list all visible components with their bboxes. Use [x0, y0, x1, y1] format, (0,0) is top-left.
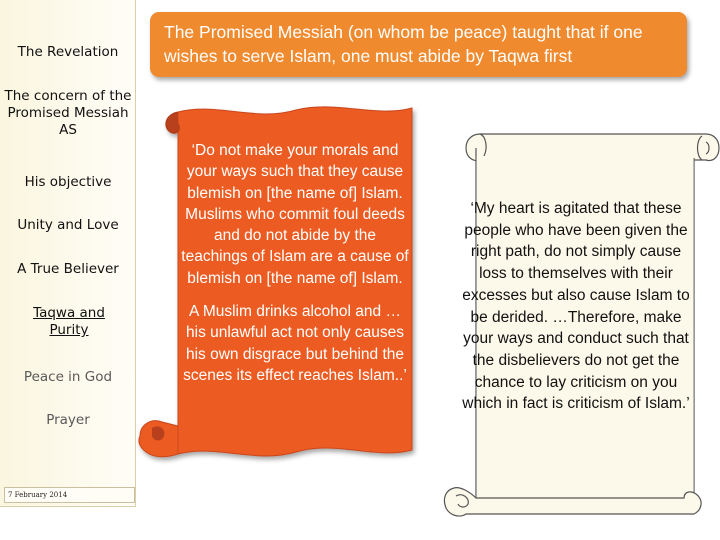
sidebar-item-believer[interactable]: A True Believer	[17, 261, 119, 277]
sidebar-item-peace[interactable]: Peace in God	[23, 369, 113, 385]
title-banner: The Promised Messiah (on whom be peace) taught that if one wishes to serve Islam, one must abide by Taqwa first	[150, 12, 687, 77]
sidebar-item-objective[interactable]: His objective	[24, 174, 112, 190]
quote-scroll-right	[440, 118, 720, 540]
sidebar-item-concern[interactable]: The concern of the Promised Messiah AS	[4, 88, 132, 138]
quote-left-paragraph-1: ‘Do not make your morals and your ways such that they cause blemish on [the name of] Islam. Muslims who commit foul deeds and do not abide by the teachings of Islam are a cause of blemish on [the name of] Islam.	[181, 142, 409, 287]
sidebar-item-revelation[interactable]: The Revelation	[17, 44, 119, 60]
quote-scroll-left	[136, 96, 426, 540]
sidebar-item-unity[interactable]: Unity and Love	[17, 217, 119, 233]
sidebar-nav	[0, 0, 136, 507]
quote-right-text: ‘My heart is agitated that these people who have been given the right path, do not simply cause loss to themselves with their excesses but also cause Islam to be derided. …Therefore, make your ways and conduct such that the disbelievers do not get the chance to lay criticism on you which in fact is criticism of Islam.’	[462, 200, 690, 413]
date-label: 7 February 2014	[4, 487, 135, 503]
sidebar-item-taqwa[interactable]: Taqwa and Purity	[33, 305, 105, 338]
sidebar-item-prayer[interactable]: Prayer	[46, 412, 90, 428]
quote-left-text	[180, 140, 410, 386]
quote-left-paragraph-2: A Muslim drinks alcohol and … his unlawful act not only causes his own disgrace but behind the scenes its effect reaches Islam..’	[183, 303, 407, 384]
